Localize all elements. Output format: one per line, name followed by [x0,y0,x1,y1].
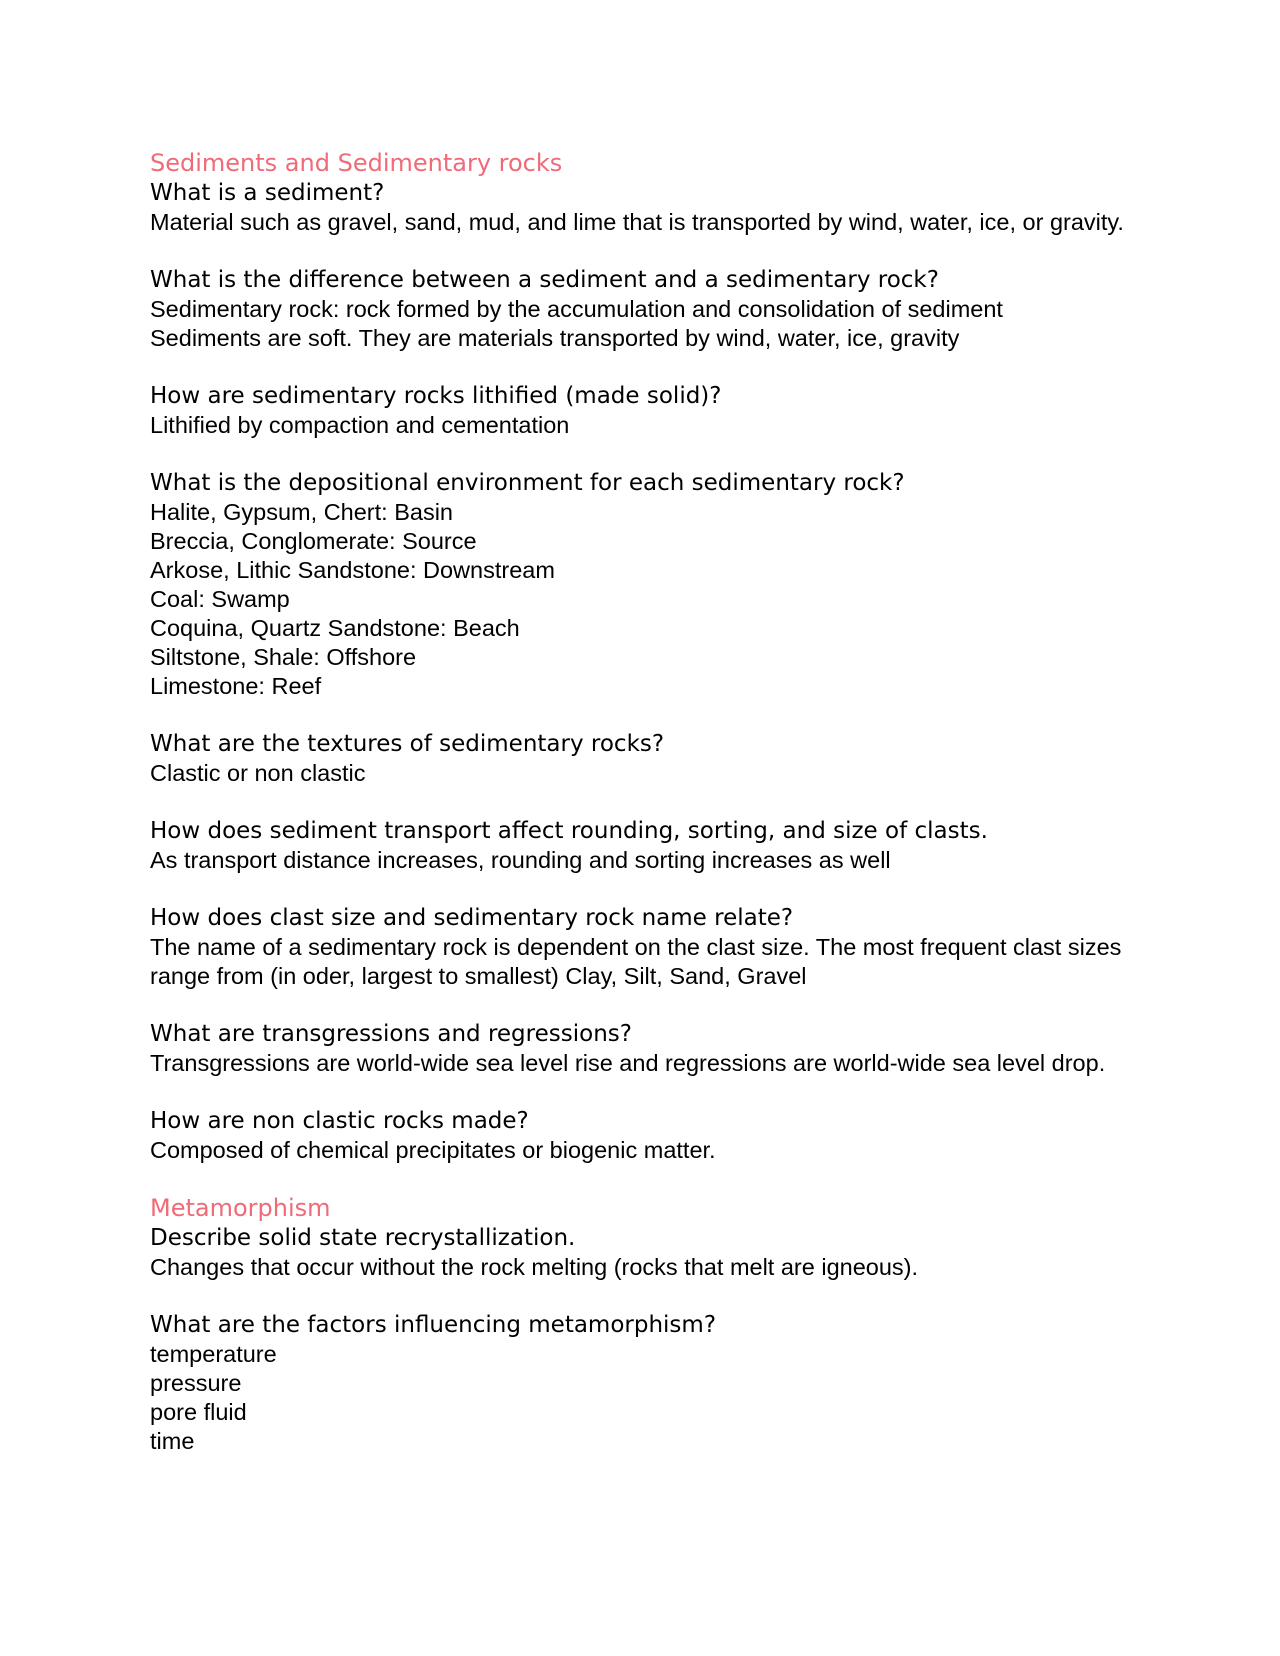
question: How are non clastic rocks made? [150,1108,529,1134]
qa-block [150,1223,1130,1282]
section-heading-metamorphism: Metamorphism [150,1194,331,1222]
question: Describe solid state recrystallization. [150,1225,576,1251]
answer-line: Limestone: Reef [150,673,322,699]
answer-line: temperature [150,1341,277,1367]
qa-block [150,903,1130,991]
answer-line: Transgressions are world-wide sea level rise and regressions are world-wide sea level drop. [150,1050,1106,1076]
answer-line: pore fluid [150,1399,247,1425]
answer-line: Halite, Gypsum, Chert: Basin [150,499,453,525]
document-page [150,148,1130,1456]
qa-block [150,468,1130,701]
qa-block [150,178,1130,237]
answer-line: As transport distance increases, rounding and sorting increases as well [150,847,891,873]
answer-line: time [150,1428,195,1454]
question: How are sedimentary rocks lithified (made solid)? [150,383,722,409]
answer-line: The name of a sedimentary rock is dependent on the clast size. The most frequent clast sizes range from (in oder, largest to smallest) Clay, Silt, Sand, Gravel [150,934,1122,989]
question: How does sediment transport affect rounding, sorting, and size of clasts. [150,818,988,844]
answer-line: Coal: Swamp [150,586,290,612]
answer-line: Arkose, Lithic Sandstone: Downstream [150,557,555,583]
qa-block [150,1310,1130,1456]
question: What is the depositional environment for each sedimentary rock? [150,470,905,496]
section-heading-sediments: Sediments and Sedimentary rocks [150,149,563,177]
answer-line: Siltstone, Shale: Offshore [150,644,417,670]
answer-line: Changes that occur without the rock melting (rocks that melt are igneous). [150,1254,919,1280]
qa-block [150,1019,1130,1078]
question: What is the difference between a sediment and a sedimentary rock? [150,267,939,293]
question: What is a sediment? [150,180,385,206]
answer-line: Lithified by compaction and cementation [150,412,570,438]
answer-line: Coquina, Quartz Sandstone: Beach [150,615,520,641]
answer-line: Material such as gravel, sand, mud, and lime that is transported by wind, water, ice, or gravity. [150,209,1124,235]
qa-block [150,265,1130,353]
question: What are the textures of sedimentary rocks? [150,731,665,757]
question: How does clast size and sedimentary rock name relate? [150,905,794,931]
qa-block [150,816,1130,875]
qa-block [150,729,1130,788]
qa-block [150,381,1130,440]
answer-line: Clastic or non clastic [150,760,366,786]
question: What are transgressions and regressions? [150,1021,632,1047]
answer-line: Sedimentary rock: rock formed by the accumulation and consolidation of sediment [150,296,1003,322]
answer-line: Sediments are soft. They are materials transported by wind, water, ice, gravity [150,325,960,351]
answer-line: pressure [150,1370,242,1396]
qa-block [150,1106,1130,1165]
answer-line: Composed of chemical precipitates or biogenic matter. [150,1137,716,1163]
answer-line: Breccia, Conglomerate: Source [150,528,477,554]
question: What are the factors influencing metamorphism? [150,1312,717,1338]
